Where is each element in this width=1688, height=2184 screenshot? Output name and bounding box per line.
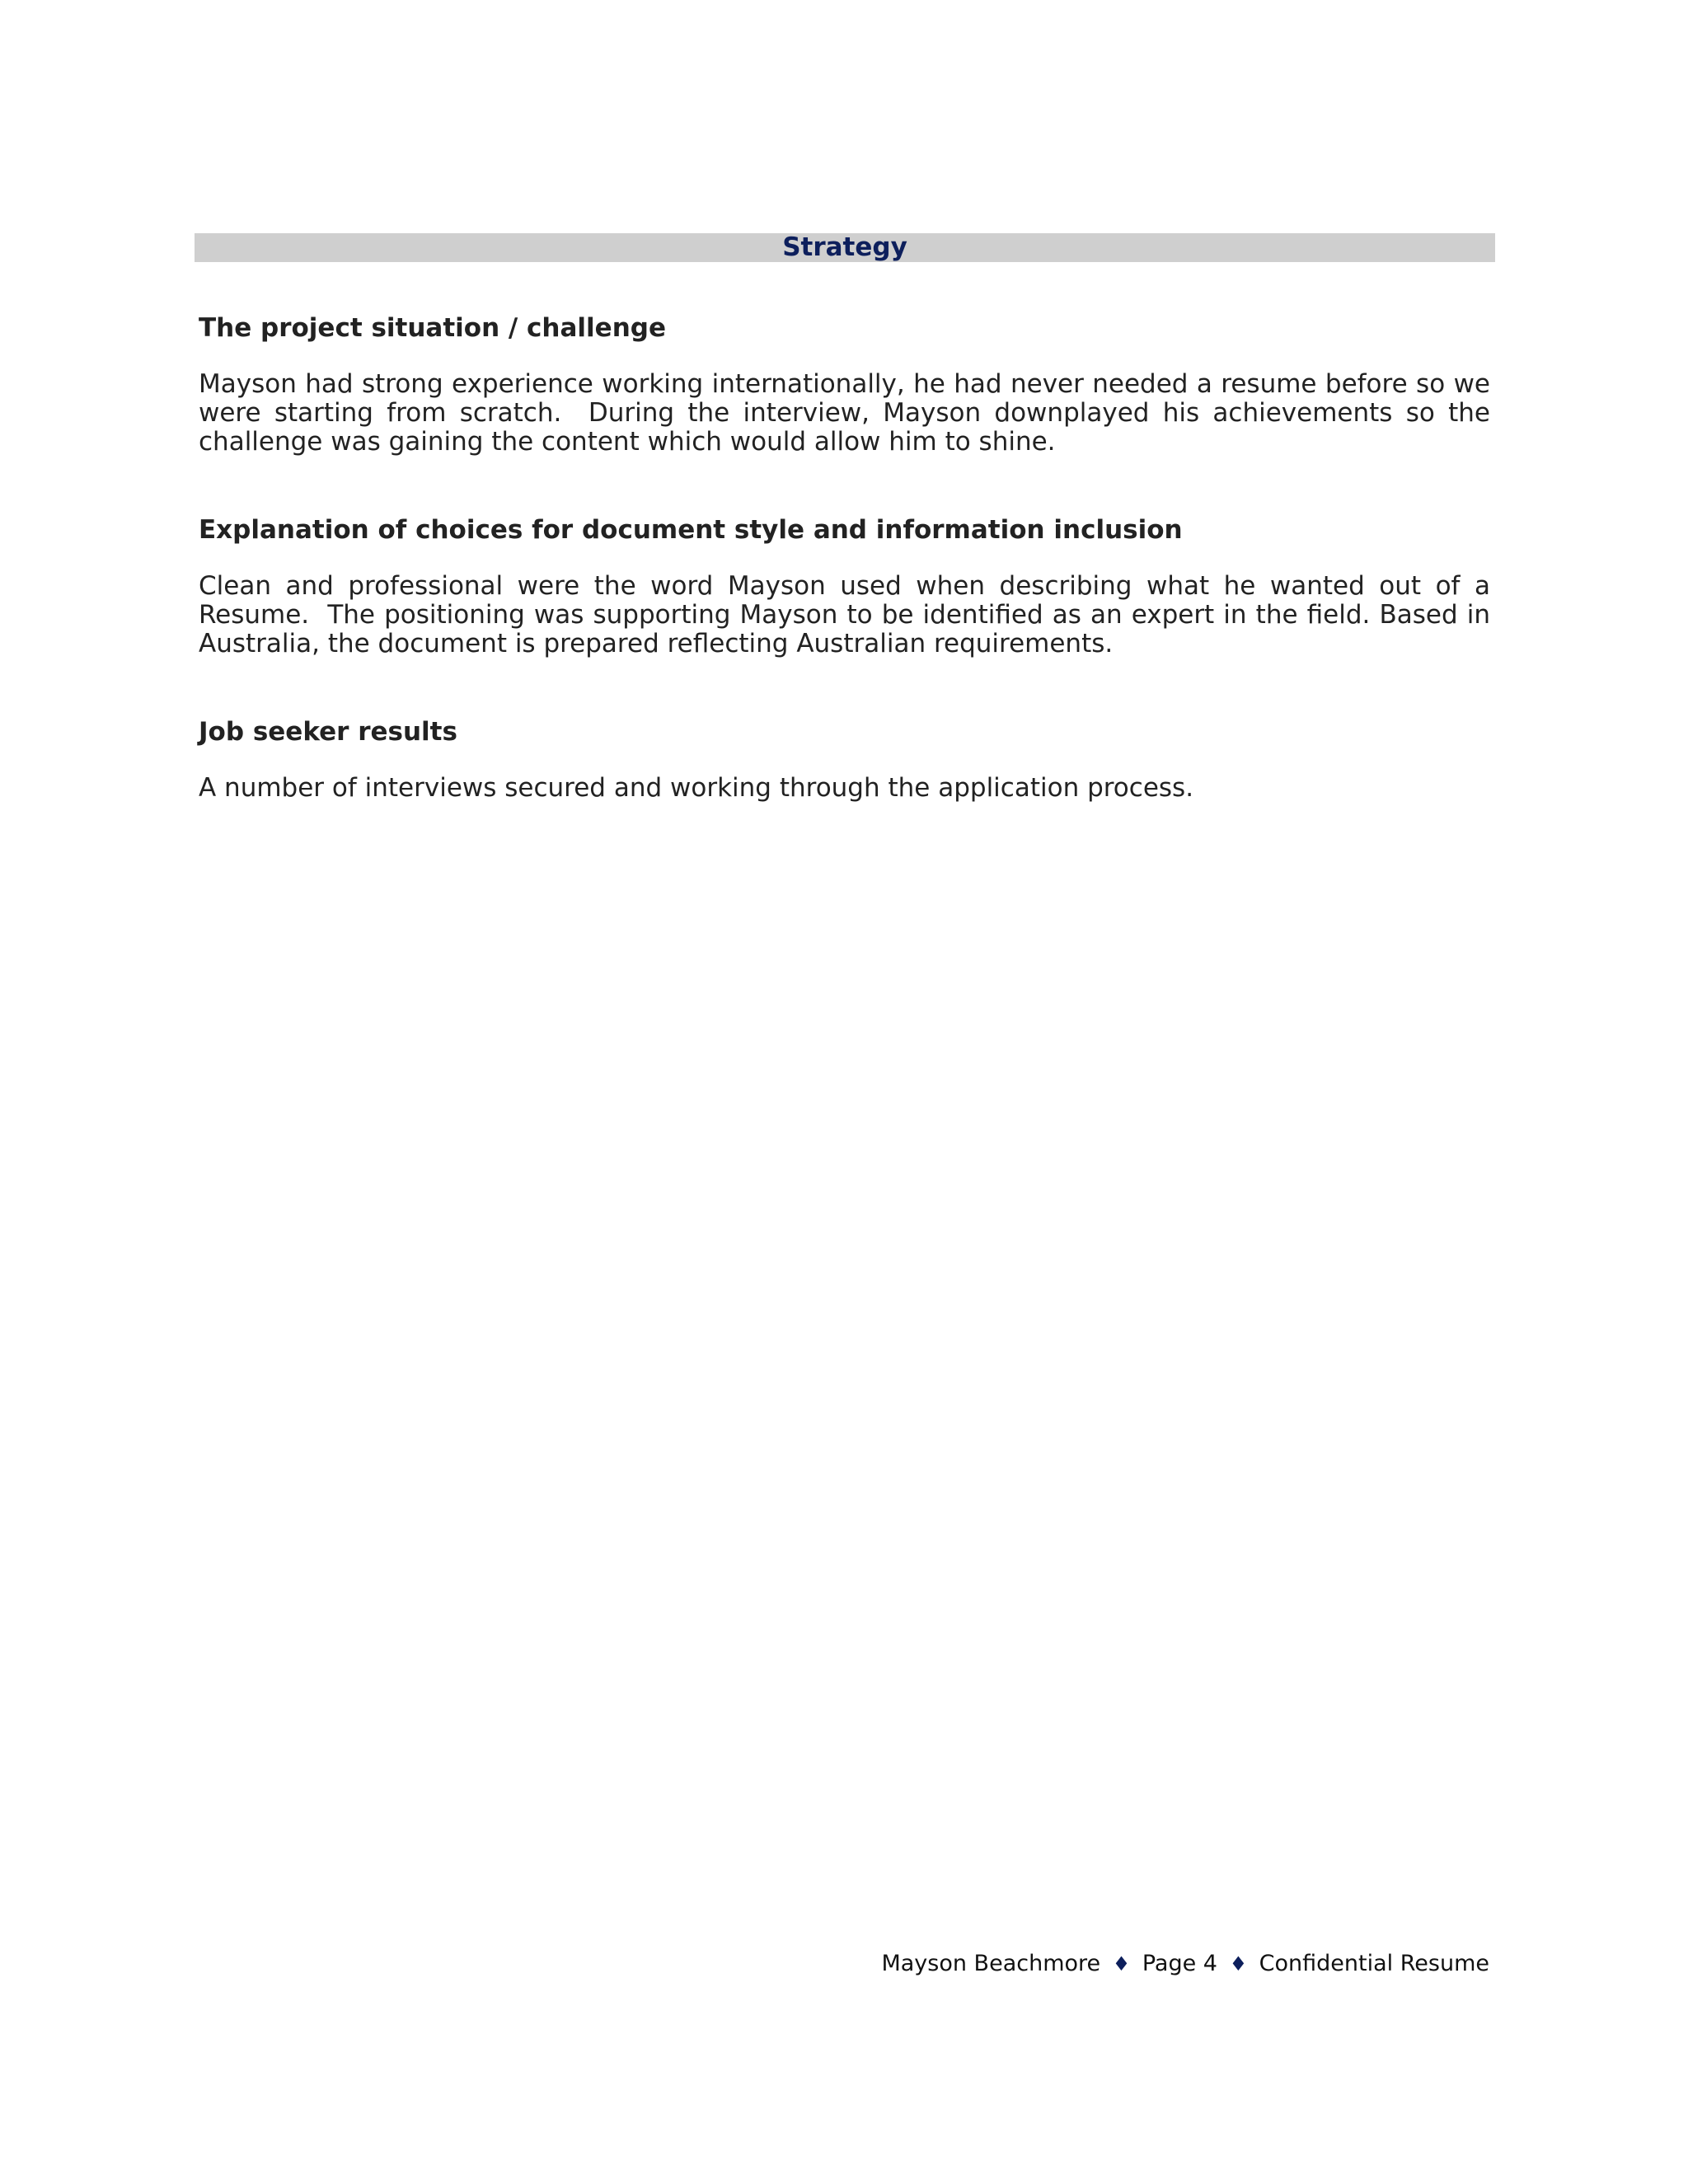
footer-page-number: Page 4 xyxy=(1142,1951,1217,1976)
footer-label: Confidential Resume xyxy=(1259,1951,1489,1976)
job-seeker-results-section xyxy=(199,717,1490,803)
page-footer xyxy=(881,1951,1489,1977)
document-style-explanation-section xyxy=(199,515,1498,658)
footer-name: Mayson Beachmore xyxy=(881,1951,1101,1976)
section-title: Strategy xyxy=(782,232,907,262)
section-heading: Job seeker results xyxy=(199,717,457,747)
section-heading: The project situation / challenge xyxy=(199,313,666,343)
section-header-bar xyxy=(195,233,1495,262)
diamond-icon: ♦ xyxy=(1112,1952,1131,1975)
section-paragraph: Mayson had strong experience working internationally, he had never needed a resume before so we were starting from scratch. During the interview, Mayson downplayed his achievements so the challenge was gaining the content which would allow him to shine. xyxy=(199,369,1498,457)
section-paragraph: A number of interviews secured and working through the application process. xyxy=(199,773,1194,803)
section-paragraph: Clean and professional were the word Mayson used when describing what he wanted out of a Resume. The positioning was supporting Mayson to be identified as an expert in the field. Based in Australia, the document is prepared reflecting Australian requirements. xyxy=(199,571,1498,658)
document-content xyxy=(199,313,1498,803)
diamond-icon: ♦ xyxy=(1229,1952,1248,1975)
section-heading: Explanation of choices for document style and information inclusion xyxy=(199,515,1183,545)
project-situation-section xyxy=(199,313,1498,457)
